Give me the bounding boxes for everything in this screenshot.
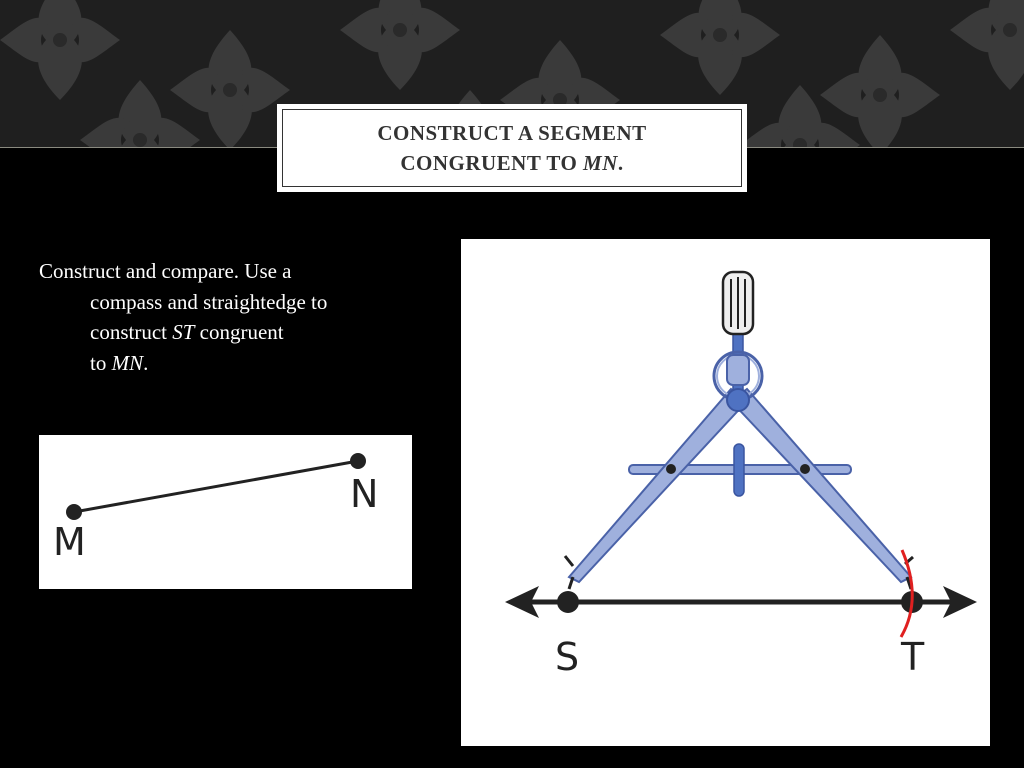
compass-needle [569,577,573,589]
compass-needle-mark [565,556,573,566]
compass-adjust-screw [734,444,744,496]
compass-construction-figure [461,239,990,746]
point-t-label: T [901,635,925,679]
instruction-text [39,256,399,378]
instruction-line-1: Construct and compare. Use a [39,259,292,283]
segment-mn-figure [39,435,412,589]
point-s-label: S [555,635,580,679]
point-m [66,504,82,520]
point-m-label: M [53,520,86,564]
instruction-line-3 [39,317,399,348]
segment-mn-label: MN [111,350,144,375]
crossbar-left-pivot [666,464,676,474]
segment-st-label: ST [172,320,195,344]
crossbar-right-pivot [800,464,810,474]
instruction-line-4-prefix: to [90,350,112,375]
slide-title-box [277,104,747,192]
instruction-line-4 [39,348,399,379]
compass-left-leg [569,389,747,582]
title-line-2-italic: MN [583,151,618,175]
slide-title [377,118,646,178]
compass-right-leg [731,389,911,582]
title-line-2-prefix: CONGRUENT TO [400,151,584,175]
instruction-line-3-suffix: congruent [194,320,284,344]
instruction-line-3-prefix: construct [90,320,173,344]
point-s [557,591,579,613]
point-n-label: N [350,472,379,516]
instruction-line-4-suffix: . [143,350,149,375]
segment-mn [74,461,358,512]
point-n [350,453,366,469]
instruction-line-2: compass and straightedge to [90,289,328,314]
compass-hinge [727,355,749,385]
compass-pivot [727,389,749,411]
title-line-2-suffix: . [617,151,624,175]
title-line-1: CONSTRUCT A SEGMENT [377,121,647,145]
